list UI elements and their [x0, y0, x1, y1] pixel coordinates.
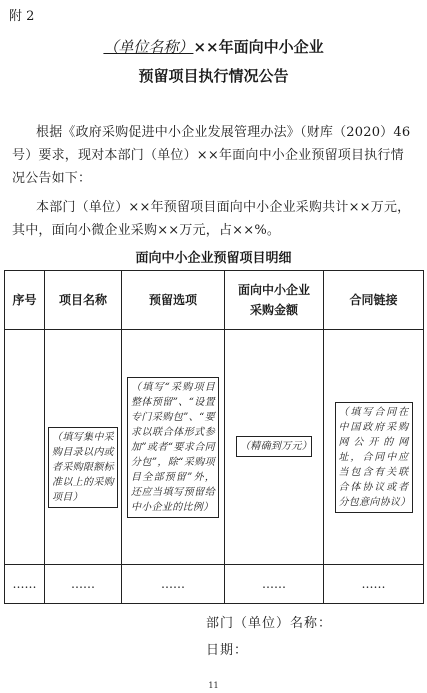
annex-label: 附 2: [9, 9, 35, 24]
header-amount: [225, 271, 324, 330]
table-row: [5, 330, 424, 565]
title-line-1-rest: ××年面向中小企业: [193, 38, 324, 56]
paragraph-legal-basis: 根据《政府采购促进中小企业发展管理办法》（财库（2020）46 号）要求，现对本部门（单位）××年面向中小企业预留项目执行情况公告如下：: [12, 125, 411, 186]
cell-serial: [5, 330, 45, 565]
date-label: 日期：: [206, 643, 249, 658]
ellipsis-cell: ……: [324, 565, 424, 604]
note-contract-link: （填写合同在中国政府采购网公开的网址，合同中应当包含有关联合体协议或者分包意向协议）: [335, 402, 413, 513]
title-line-1: [0, 36, 427, 57]
ellipsis-cell: ……: [122, 565, 225, 604]
cell-amount: [225, 330, 324, 565]
note-project-name: （填写集中采购目录以内或者采购限额标准以上的采购项目）: [48, 427, 118, 508]
cell-contract-link: [324, 330, 424, 565]
header-serial: 序号: [5, 271, 45, 330]
header-contract-link: 合同链接: [324, 271, 424, 330]
header-project-name: 项目名称: [45, 271, 122, 330]
title-line-2: 预留项目执行情况公告: [138, 67, 289, 85]
note-amount: （精确到万元）: [236, 436, 312, 457]
note-reserve-option: （填写“采购项目整体预留”、“设置专门采购包”、“要求以联合体形式参加”或者“要求合同分包”，除“采购项目全部预留”外，还应当填写预留给中小企业的比例）: [127, 377, 219, 518]
paragraph-summary: 本部门（单位）××年预留项目面向中小企业采购共计××万元，其中，面向小微企业采购××万元，占××%。: [12, 200, 411, 238]
reserved-projects-table: [4, 270, 424, 604]
header-reserve-option: 预留选项: [122, 271, 225, 330]
dept-name-label: 部门（单位）名称：: [206, 616, 333, 631]
page-number: 11: [208, 681, 219, 690]
table-header-row: [5, 271, 424, 330]
ellipsis-cell: ……: [225, 565, 324, 604]
table-caption: 面向中小企业预留项目明细: [135, 251, 292, 266]
ellipsis-cell: ……: [5, 565, 45, 604]
ellipsis-cell: ……: [45, 565, 122, 604]
header-amount-text: 面向中小企业采购金额: [237, 283, 310, 317]
cell-reserve-option: [122, 330, 225, 565]
unit-name-placeholder: （单位名称）: [103, 38, 194, 56]
table-row-ellipsis: [5, 565, 424, 604]
cell-project-name: [45, 330, 122, 565]
